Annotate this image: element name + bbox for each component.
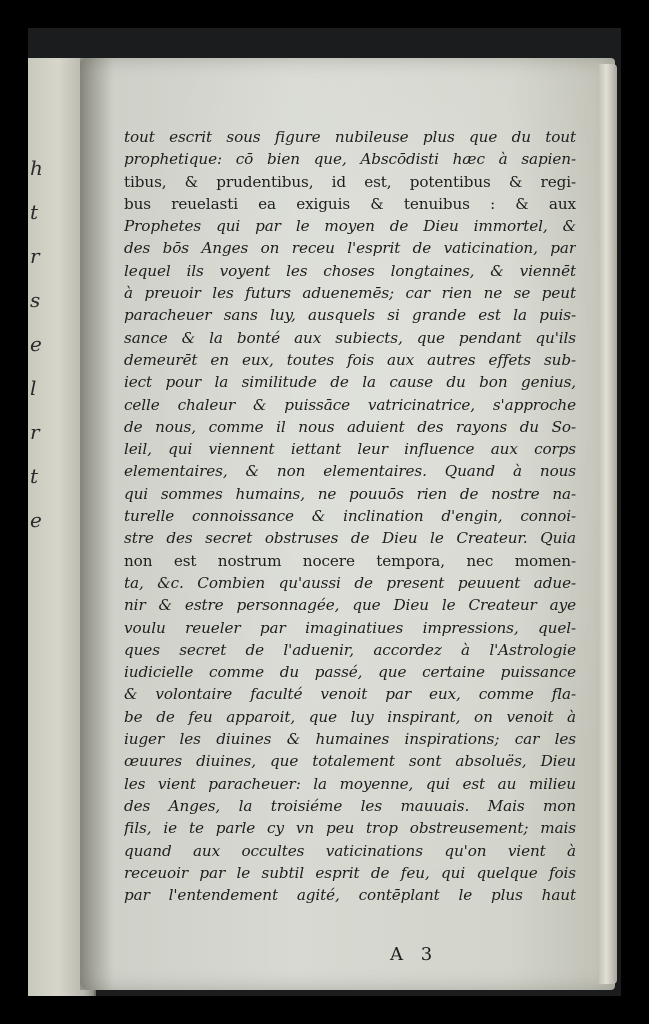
gutter-shadow [80, 58, 114, 990]
text-line: ta, &c. Combien qu'aussi de present peuuent adue- [124, 573, 576, 592]
text-line: turelle connoissance & inclination d'engin, connoi- [124, 507, 576, 526]
margin-glyph: e [30, 508, 42, 532]
text-line: iudicielle comme du passé, que certaine puissance [124, 663, 576, 682]
margin-glyph: r [30, 420, 40, 444]
text-line: les vient paracheuer: la moyenne, qui est au milieu [124, 774, 576, 793]
body-text [124, 126, 576, 906]
text-line: ques secret de l'aduenir, accordez à l'Astrologie [124, 640, 576, 659]
text-line: des bōs Anges on receu l'esprit de vaticination, par [124, 239, 576, 258]
text-line: lequel ils voyent les choses longtaines, & viennēt [124, 261, 576, 280]
text-line: iuger les diuines & humaines inspirations; car les [124, 730, 576, 749]
text-line: bus reuelasti ea exiguis & tenuibus : & aux [124, 194, 576, 213]
text-line: tout escrit sous figure nubileuse plus que du tout [124, 128, 576, 146]
book-page [80, 58, 615, 990]
text-line: stre des secret obstruses de Dieu le Createur. Quia [124, 529, 576, 548]
text-line: leil, qui viennent iettant leur influence aux corps [124, 440, 576, 459]
text-line: iect pour la similitude de la cause du bon genius, [124, 373, 576, 392]
margin-glyph: t [30, 464, 39, 488]
signature-mark: A 3 [390, 944, 439, 965]
text-line: œuures diuines, que totalement sont absoluës, Dieu [124, 752, 576, 771]
text-line: quand aux occultes vaticinations qu'on vient à [124, 841, 576, 860]
margin-glyph: h [30, 156, 43, 180]
text-line: nir & estre personnagée, que Dieu le Createur aye [124, 596, 576, 615]
margin-glyph: l [30, 376, 37, 400]
text-line: receuoir par le subtil esprit de feu, qui quelque fois [124, 863, 576, 882]
text-line: par l'entendement agité, contēplant le plus haut [124, 886, 576, 905]
margin-glyph: s [30, 288, 41, 312]
text-line: demeurēt en eux, toutes fois aux autres effets sub- [124, 350, 576, 369]
text-line: elementaires, & non elementaires. Quand à nous [124, 462, 576, 481]
text-line: Prophetes qui par le moyen de Dieu immortel, & [124, 217, 576, 236]
facing-page-margin-text [30, 146, 50, 542]
text-line: celle chaleur & puissāce vatricinatrice, s'approche [124, 395, 576, 414]
text-line: tibus, & prudentibus, id est, potentibus & regi- [124, 172, 576, 191]
text-line: be de feu apparoit, que luy inspirant, on venoit à [124, 707, 576, 726]
text-line: à preuoir les futurs aduenemēs; car rien ne se peut [124, 284, 576, 303]
margin-glyph: e [30, 332, 42, 356]
text-line: paracheuer sans luy, ausquels si grande est la puis- [124, 306, 576, 325]
text-line: fils, ie te parle cy vn peu trop obstreusement; mais [124, 819, 576, 838]
page-edge [599, 64, 617, 984]
scan-frame [28, 28, 621, 996]
text-line: des Anges, la troisiéme les mauuais. Mais mon [124, 796, 576, 815]
margin-glyph: r [30, 244, 40, 268]
text-line: prophetique: cō bien que, Abscōdisti hæc à sapien- [124, 150, 576, 169]
text-line: voulu reueler par imaginatiues impressions, quel- [124, 618, 576, 637]
text-line: & volontaire faculté venoit par eux, comme fla- [124, 685, 576, 704]
margin-glyph: t [30, 200, 39, 224]
text-line: sance & la bonté aux subiects, que pendant qu'ils [124, 328, 576, 347]
text-line: non est nostrum nocere tempora, nec momen- [124, 551, 576, 570]
text-line: de nous, comme il nous aduient des rayons du So- [124, 417, 576, 436]
text-line: qui sommes humains, ne pouuōs rien de nostre na- [124, 484, 576, 503]
